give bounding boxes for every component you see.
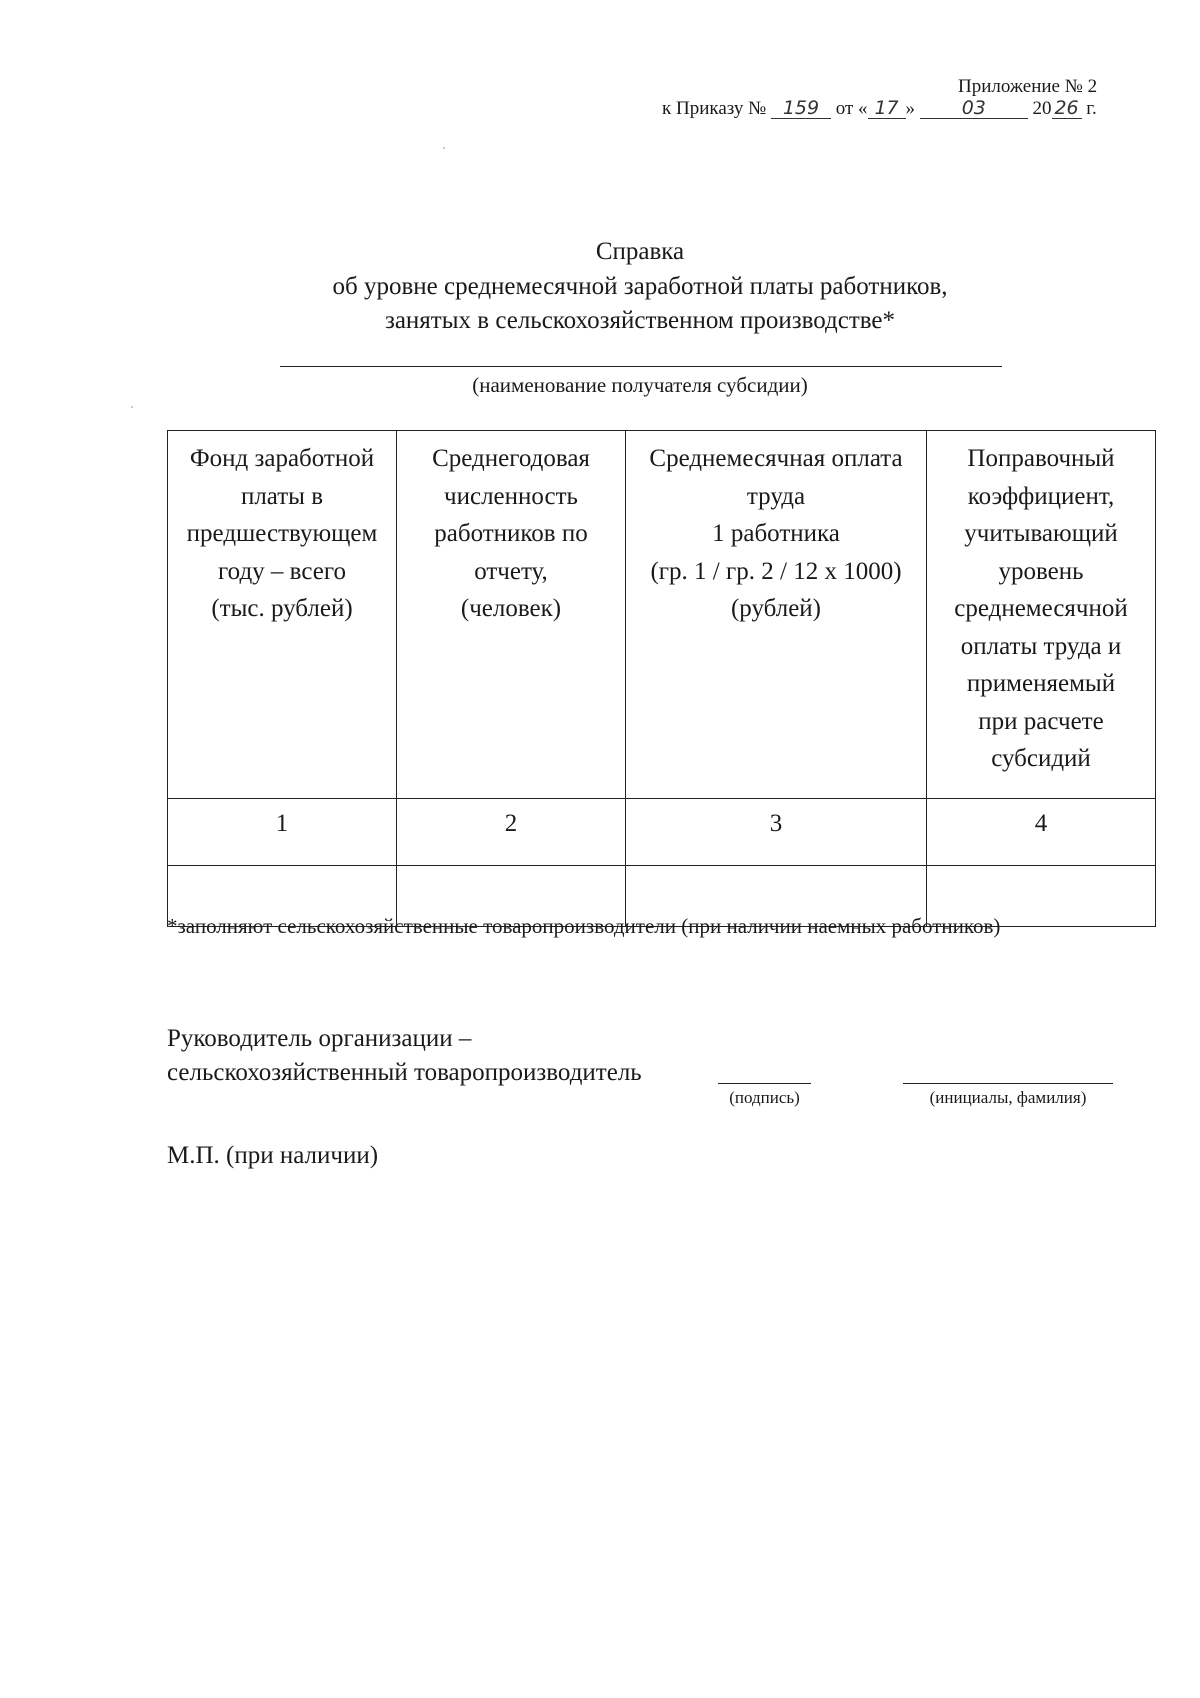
header-line: Среднемесячная оплата [649, 445, 903, 472]
year-end: г. [1086, 98, 1097, 119]
document-subtitle-line-1: об уровне среднемесячной заработной платы работников, [332, 273, 948, 300]
header-line: коэффициент, [967, 482, 1115, 510]
order-number-field: 159 [771, 98, 831, 119]
header-line: (гр. 1 / гр. 2 / 12 х 1000) [650, 557, 902, 585]
column-number: 4 [927, 799, 1156, 866]
header-line: при расчете [978, 707, 1104, 735]
month-field: 03 [920, 98, 1028, 119]
signatory-title-line-2: сельскохозяйственный товаропроизводитель [167, 1059, 642, 1086]
day-field: 17 [868, 98, 906, 119]
header-line: работников по [434, 520, 588, 547]
document-subtitle-line-2: занятых в сельскохозяйственном производстве* [384, 307, 896, 334]
signature-line[interactable] [718, 1083, 811, 1084]
header-cell-headcount [397, 431, 626, 799]
header-line: (рублей) [730, 595, 822, 622]
header-line: году – всего [218, 557, 346, 585]
header-line: оплаты труда и [960, 632, 1122, 660]
header-line: Среднегодовая [432, 445, 590, 472]
year-field: 26 [1052, 98, 1082, 119]
from-prefix: от « [835, 98, 868, 119]
column-number: 1 [168, 799, 397, 866]
header-line: Фонд заработной [189, 445, 375, 472]
header-cell-correction-factor [927, 431, 1156, 799]
header-line: среднемесячной [954, 595, 1128, 622]
name-caption: (инициалы, фамилия) [929, 1088, 1087, 1107]
recipient-caption: (наименование получателя субсидии) [472, 373, 808, 397]
header-line: (человек) [460, 595, 562, 622]
header-line: учитывающий [964, 520, 1118, 547]
year-prefix: 20 [1032, 98, 1052, 119]
column-number-row [168, 799, 1156, 866]
header-line: 1 работника [712, 520, 840, 547]
document-title: Справка [595, 238, 685, 265]
header-cell-monthly-pay [626, 431, 927, 799]
header-line: труда [746, 482, 806, 510]
scan-speck [443, 147, 445, 149]
signature-caption: (подпись) [729, 1088, 800, 1107]
header-line: (тыс. рублей) [211, 595, 353, 622]
footnote: *заполняют сельскохозяйственные товаропроизводители (при наличии наемных работников) [167, 914, 1001, 938]
scan-speck [131, 406, 133, 408]
table-header-row [168, 431, 1156, 799]
recipient-name-line[interactable] [280, 366, 1002, 367]
header-line: платы в [240, 482, 324, 510]
salary-table [167, 430, 1156, 927]
order-reference [662, 98, 1097, 120]
header-line: отчету, [474, 557, 548, 585]
header-line: уровень [998, 557, 1084, 585]
appendix-label: Приложение № 2 [958, 76, 1098, 97]
header-line: применяемый [966, 670, 1116, 697]
header-line: субсидий [991, 745, 1091, 772]
seal-label: М.П. (при наличии) [167, 1142, 379, 1169]
header-line: предшествующем [186, 520, 378, 547]
name-line[interactable] [903, 1083, 1113, 1084]
column-number: 3 [626, 799, 927, 866]
order-prefix: к Приказу № [662, 98, 767, 119]
header-line: Поправочный [967, 445, 1115, 472]
day-close: » [905, 98, 916, 119]
column-number: 2 [397, 799, 626, 866]
header-line: численность [444, 482, 578, 510]
signatory-title-line-1: Руководитель организации – [167, 1025, 472, 1052]
header-cell-payroll-fund [168, 431, 397, 799]
